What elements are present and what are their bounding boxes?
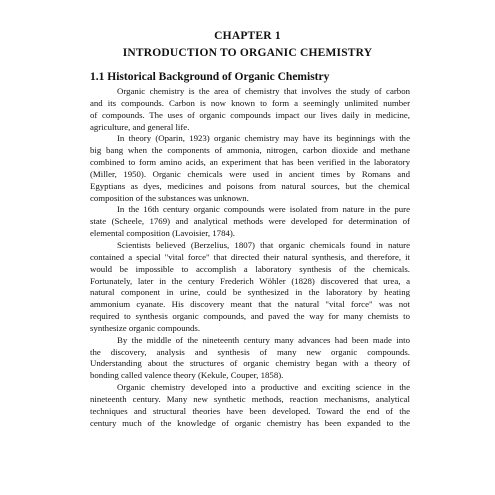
text-line: contained a special "vital force" that directed their natural synthesis, and therefore, it: [90, 251, 410, 262]
text-line: century much of the knowledge of organic chemistry has been expanded to the: [90, 417, 410, 428]
text-line: natural component in urine, could be synthesized in the laboratory by heating: [90, 287, 410, 298]
text-line: synthesize organic compounds.: [90, 322, 201, 333]
text-line: Egyptians as dyes, medicines and poisons from natural sources, but the chemical: [90, 180, 410, 191]
chapter-title: INTRODUCTION TO ORGANIC CHEMISTRY: [122, 47, 373, 59]
text-line: techniques and structural theories have been developed. Toward the end of the: [90, 405, 410, 416]
text-line: (Miller, 1950). Organic chemicals were used in ancient times by Romans and: [90, 168, 410, 179]
text-line: would be impossible to accomplish a laboratory synthesis of the chemicals.: [90, 263, 410, 274]
text-line: big bang when the components of ammonia, nitrogen, carbon dioxide and methane: [90, 145, 410, 156]
text-line: required to synthesis organic compounds, and paved the way for many chemists to: [90, 311, 410, 322]
text-line: In theory (Oparin, 1923) organic chemistry may have its beginnings with the: [117, 133, 410, 144]
chapter-number: CHAPTER 1: [214, 30, 281, 42]
text-line: In the 16th century organic compounds were isolated from nature in the pure: [117, 204, 410, 215]
text-line: bonding called valence theory (Kekule, Couper, 1858).: [90, 370, 284, 381]
text-line: the discovery, analysis and synthesis of many new organic compounds.: [90, 346, 410, 357]
text-line: Understanding about the structures of organic chemistry began with a theory of: [90, 358, 410, 369]
text-line: ammonium cyanate. His discovery meant that the natural "vital force" was not: [90, 299, 410, 310]
body-text: [90, 86, 410, 429]
text-line: Fortunately, later in the century Frederich Wöhler (1828) discovered that urea, a: [90, 275, 410, 286]
text-line: elemental composition (Lavoisier, 1784).: [90, 228, 236, 239]
text-line: combined to form amino acids, an experiment that has been verified in the laboratory: [90, 157, 410, 168]
section-heading: 1.1 Historical Background of Organic Chemistry: [90, 71, 330, 83]
text-line: Scientists believed (Berzelius, 1807) that organic chemicals found in nature: [117, 239, 410, 250]
text-line: Organic chemistry is the area of chemistry that involves the study of carbon: [117, 86, 410, 96]
text-line: of compounds. The uses of organic compounds impact our lives daily in medicine,: [90, 109, 410, 120]
text-line: state (Scheele, 1769) and analytical methods were developed for determination of: [90, 216, 410, 227]
text-line: Organic chemistry developed into a productive and exciting science in the: [117, 382, 410, 393]
text-line: By the middle of the nineteenth century many advances had been made into: [117, 334, 410, 345]
text-line: nineteenth century. Many new synthetic methods, reaction mechanisms, analytical: [90, 393, 410, 404]
text-line: composition of the substances was unknown.: [90, 192, 249, 203]
text-line: and its compounds. Carbon is now known to form a seemingly unlimited number: [90, 97, 410, 108]
text-line: agriculture, and general life.: [90, 121, 190, 132]
